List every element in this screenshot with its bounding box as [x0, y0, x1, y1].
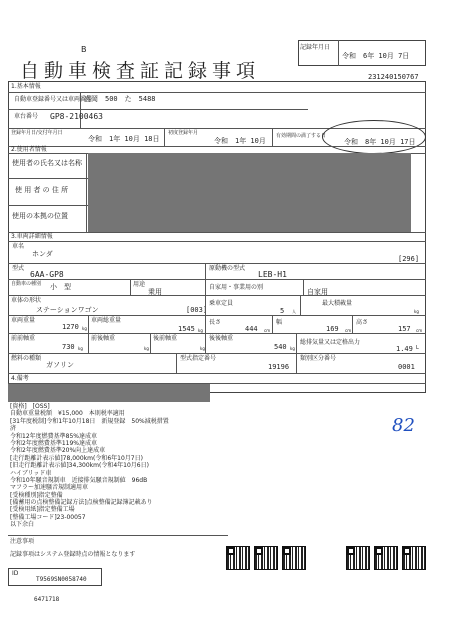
maxload-unit: kg: [414, 309, 419, 314]
note-line: 以下余白: [10, 521, 35, 529]
handwritten-number: 82: [392, 415, 415, 436]
note-line: [備蓄用の点検整備記録方法]点検整備記録簿記載あり: [10, 499, 153, 507]
category-label: 類別区分番号: [300, 355, 337, 362]
note-line: 令和2年度燃費基準20%向上達成車: [10, 447, 106, 455]
footer-number: 6471718: [34, 596, 60, 603]
length-value: 444: [245, 325, 258, 333]
use-label: 用途: [133, 281, 146, 288]
id-value: T9569SN0058740: [36, 576, 87, 583]
record-date-label: 記録年月日: [300, 44, 331, 51]
note-line: [旧走行距離計表示値]34,300km(令和4年10月6日): [10, 462, 149, 470]
note-line: [31年度税制]令和1年10月18日 新規登録 50%減税措置: [10, 417, 169, 425]
length-unit: cm: [264, 328, 271, 333]
note-line: [資格] [OSS]: [10, 403, 50, 410]
b-mark: B: [81, 45, 87, 54]
qr-code-3: [282, 546, 306, 570]
notes-header-redaction: [8, 384, 210, 402]
qr-code-4: [346, 546, 370, 570]
note-line: 済: [10, 425, 17, 433]
document-title: 自動車検査証記録事項: [20, 60, 261, 82]
width-label: 幅: [276, 319, 283, 326]
maker-label: 車名: [12, 243, 25, 250]
first-reg-value: 令和 1年 10月 18日: [88, 135, 160, 143]
rear-axle-unit: kg: [290, 346, 295, 351]
model-label: 型式: [12, 265, 25, 272]
qr-code-2: [254, 546, 278, 570]
rear-front-axle-label: 後前軸重: [153, 335, 178, 342]
width-value: 169: [326, 325, 339, 333]
front-axle-value: 730: [62, 343, 75, 351]
kind-value: 小 型: [50, 283, 71, 291]
expiry-label: 有効期間の満了する日: [276, 133, 327, 139]
category-value: 0001: [398, 363, 415, 371]
rear-axle-value: 540: [274, 343, 287, 351]
note-line: [受検用紙]指定整備工場: [10, 506, 75, 514]
engine-label: 原動機の型式: [209, 265, 246, 272]
record-date-value: 令和 6年 10月 7日: [342, 52, 410, 60]
fuel-value: ガソリン: [46, 361, 74, 369]
body-label: 車体の形状: [11, 297, 42, 304]
chassis-label: 車台番号: [14, 113, 39, 120]
chassis-value: GP8-2100463: [50, 112, 103, 121]
first-year-label: 初度登録年月: [168, 130, 199, 136]
displacement-value: 1.49: [396, 345, 413, 353]
reg-number-value: 盛岡 500 た 5488: [84, 95, 156, 103]
weight-value: 1270: [62, 323, 79, 331]
height-label: 高さ: [356, 319, 369, 326]
capacity-value: 5: [280, 307, 285, 315]
engine-value: LEB-H1: [258, 270, 287, 279]
qr-code-5: [374, 546, 398, 570]
front-rear-axle-label: 前後軸重: [91, 335, 116, 342]
user-name-label: 使用者の氏名又は名称: [12, 159, 82, 167]
weight-unit: kg: [82, 326, 87, 331]
kind-label: 自動車の種別: [11, 281, 42, 287]
displacement-label: 総排気量又は定格出力: [300, 339, 361, 346]
document-number: 231240150767: [368, 73, 419, 81]
base-location-label: 使用の本拠の位置: [12, 212, 68, 220]
reg-number-label: 自動車登録番号又は車両番号: [14, 96, 93, 103]
use-value: 乗用: [148, 288, 162, 296]
note-line: [整備工場コード]23-00057: [10, 513, 86, 521]
note-line: [受検種別]指定整備: [10, 491, 63, 499]
notes-list: [10, 404, 280, 530]
user-address-label: 使 用 者 の 住 所: [15, 186, 69, 194]
front-rear-axle-unit: kg: [144, 346, 149, 351]
section1-heading: 1.基本情報: [11, 83, 41, 90]
note-line: ハイブリッド車: [10, 469, 52, 477]
section4-heading: 4.備考: [11, 375, 29, 382]
note-line: 令和10年騒音規制車 近接排気騒音規制値 96dB: [10, 476, 148, 484]
purpose-value: 自家用: [307, 288, 328, 296]
rear-front-axle-unit: kg: [200, 346, 205, 351]
section2-heading: 2.使用者情報: [11, 146, 47, 153]
section3-heading: 3.車両詳細情報: [11, 233, 53, 240]
maxload-label: 最大積載量: [322, 300, 353, 307]
type-approval-label: 型式指定番号: [180, 355, 217, 362]
note-line: 令和2年度燃費基準119%達成車: [10, 439, 97, 447]
model-value: 6AA-GP8: [30, 270, 64, 279]
height-value: 157: [398, 325, 411, 333]
front-axle-label: 前前軸重: [11, 335, 36, 342]
gross-value: 1545: [178, 325, 195, 333]
qr-code-6: [402, 546, 426, 570]
notes-heading: 注意事項: [10, 538, 35, 545]
note-line: [走行距離計表示値]78,000km(令和6年10月7日): [10, 454, 143, 462]
type-approval-value: 19196: [268, 363, 290, 371]
front-axle-unit: kg: [78, 346, 83, 351]
displacement-unit: L: [416, 345, 419, 351]
width-unit: cm: [345, 328, 352, 333]
rear-axle-label: 後後軸重: [209, 335, 234, 342]
weight-label: 車両重量: [11, 317, 36, 324]
id-label: ID: [12, 570, 19, 577]
capacity-label: 乗車定員: [209, 300, 234, 307]
gross-label: 車両総重量: [91, 317, 122, 324]
fuel-label: 燃料の種類: [11, 355, 42, 362]
maker-code: [296]: [398, 255, 420, 263]
expiry-circle: [322, 120, 426, 154]
note-line: 自動車重量税額 ¥15,000 本則税率適用: [10, 410, 125, 418]
body-value: ステーションワゴン: [36, 306, 99, 314]
maker-value: ホンダ: [32, 250, 53, 258]
capacity-unit: 人: [292, 309, 296, 314]
gross-unit: kg: [198, 328, 203, 333]
purpose-label: 自家用・事業用の別: [209, 284, 264, 291]
height-unit: cm: [416, 328, 423, 333]
length-label: 長さ: [209, 319, 222, 326]
user-info-redaction: [88, 153, 411, 232]
first-year-value: 令和 1年 10月: [214, 137, 266, 145]
qr-code-1: [226, 546, 250, 570]
first-reg-label: 登録年月日/交付年月日: [11, 130, 63, 136]
note-line: 令和12年度燃費基準85%達成車: [10, 432, 97, 440]
note-line: マフラー加速騒音規制適用車: [10, 484, 89, 492]
notes-text: 記録事項はシステム登録時点の情報となります: [10, 551, 136, 558]
body-code: [003]: [186, 306, 208, 314]
expiry-value: 令和 8年 10月 17日: [344, 138, 416, 146]
